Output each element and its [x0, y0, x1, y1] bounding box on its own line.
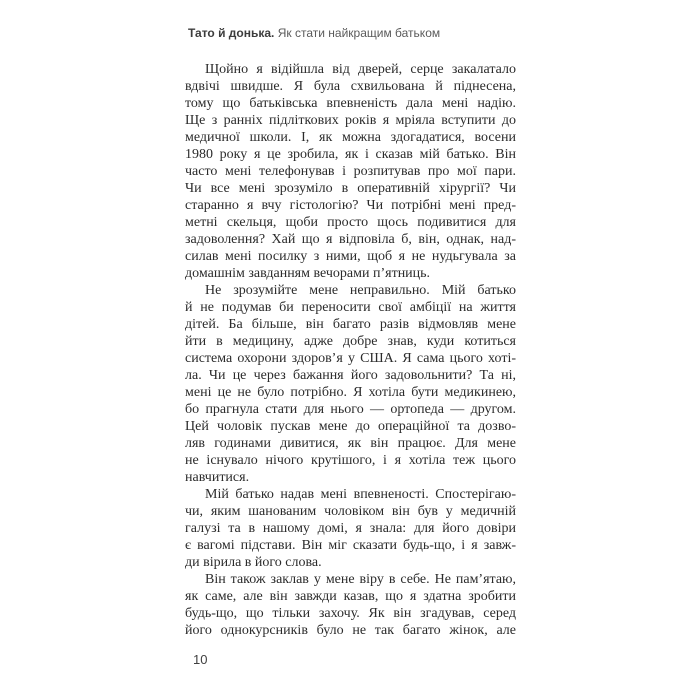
text-line: задоволення? Хай що я відповіла б, він, однак, над-	[185, 232, 516, 247]
text-line: силав мені посилку з ними, щоб я не нудьгувала за	[185, 249, 516, 264]
paragraph-1	[185, 61, 516, 282]
paragraph-3	[185, 486, 516, 571]
text-line: не існувало нічого крутішого, і я хотіла теж цього	[185, 453, 516, 468]
page-number: 10	[193, 652, 208, 667]
body-text	[185, 61, 516, 639]
text-line: Чи все мені зрозуміло в оперативній хірургії? Чи	[185, 181, 516, 196]
text-line: Мій батько надав мені впевненості. Спостерігаю-	[205, 487, 516, 502]
text-line: ляв годинами дивитися, як він працює. Для мене	[185, 436, 516, 451]
text-line: мені це не було потрібно. Я хотіла бути медикинею,	[185, 385, 516, 400]
running-header	[188, 26, 528, 40]
text-line: метні скельця, щоби просто щось подивитися для	[185, 215, 516, 230]
text-line: навчитися.	[185, 470, 250, 485]
text-line: й не подумав би переносити свої амбіції на життя	[185, 300, 516, 315]
text-line: тому що батьківська впевненість дала мені надію.	[185, 96, 516, 111]
text-line: чи, яким шанованим чоловіком він був у медичній	[185, 504, 516, 519]
text-line: йти в медицину, адже добре знав, куди котиться	[185, 334, 516, 349]
text-line: ди вірила в його слова.	[185, 555, 322, 570]
text-line: Цей чоловік пускав мене до операційної та дозво-	[185, 419, 516, 434]
running-header-book-title: Тато й донька.	[188, 26, 275, 40]
text-line: як саме, але він завжди казав, що я здатна зробити	[185, 589, 516, 604]
text-line: ла. Чи це через бажання його задовольнити? Та ні,	[185, 368, 516, 383]
text-line: будь-що, що тільки захочу. Як він згадував, серед	[185, 606, 516, 621]
text-line: часто мені телефонував і розпитував про мої пари.	[185, 164, 516, 179]
text-line: Не зрозумійте мене неправильно. Мій батько	[205, 283, 516, 298]
text-line: його однокурсників було не так багато жінок, але	[185, 623, 516, 638]
text-line: Ще з ранніх підліткових років я мріяла вступити до	[185, 113, 516, 128]
paragraph-2	[185, 282, 516, 486]
text-line: дітей. Ба більше, він багато разів відмовляв мене	[185, 317, 516, 332]
text-line: бо прагнула стати для нього — ортопеда — другом.	[185, 402, 516, 417]
text-line: є вагомі підстави. Він міг сказати будь-що, і я завж-	[185, 538, 516, 553]
text-line: система охорони здоров’я у США. Я сама цього хоті-	[185, 351, 516, 366]
text-line: вдвічі швидше. Я була схвильована й піднесена,	[185, 79, 516, 94]
text-line: медичної школи. І, як можна здогадатися, восени	[185, 130, 516, 145]
text-line: домашнім завданням вечорами п’ятниць.	[185, 266, 431, 281]
text-line: Він також заклав у мене віру в себе. Не пам’ятаю,	[205, 572, 516, 587]
running-header-subtitle: Як стати найкращим батьком	[277, 26, 441, 40]
text-line: галузі та в нашому домі, я знала: для його довіри	[185, 521, 516, 536]
text-line: 1980 року я це зробила, як і сказав мій батько. Він	[185, 147, 516, 162]
paragraph-4	[185, 571, 516, 639]
text-line: старанно я вчу гістологію? Чи потрібні мені пред-	[185, 198, 516, 213]
text-line: Щойно я відійшла від дверей, серце закалатало	[205, 62, 516, 77]
